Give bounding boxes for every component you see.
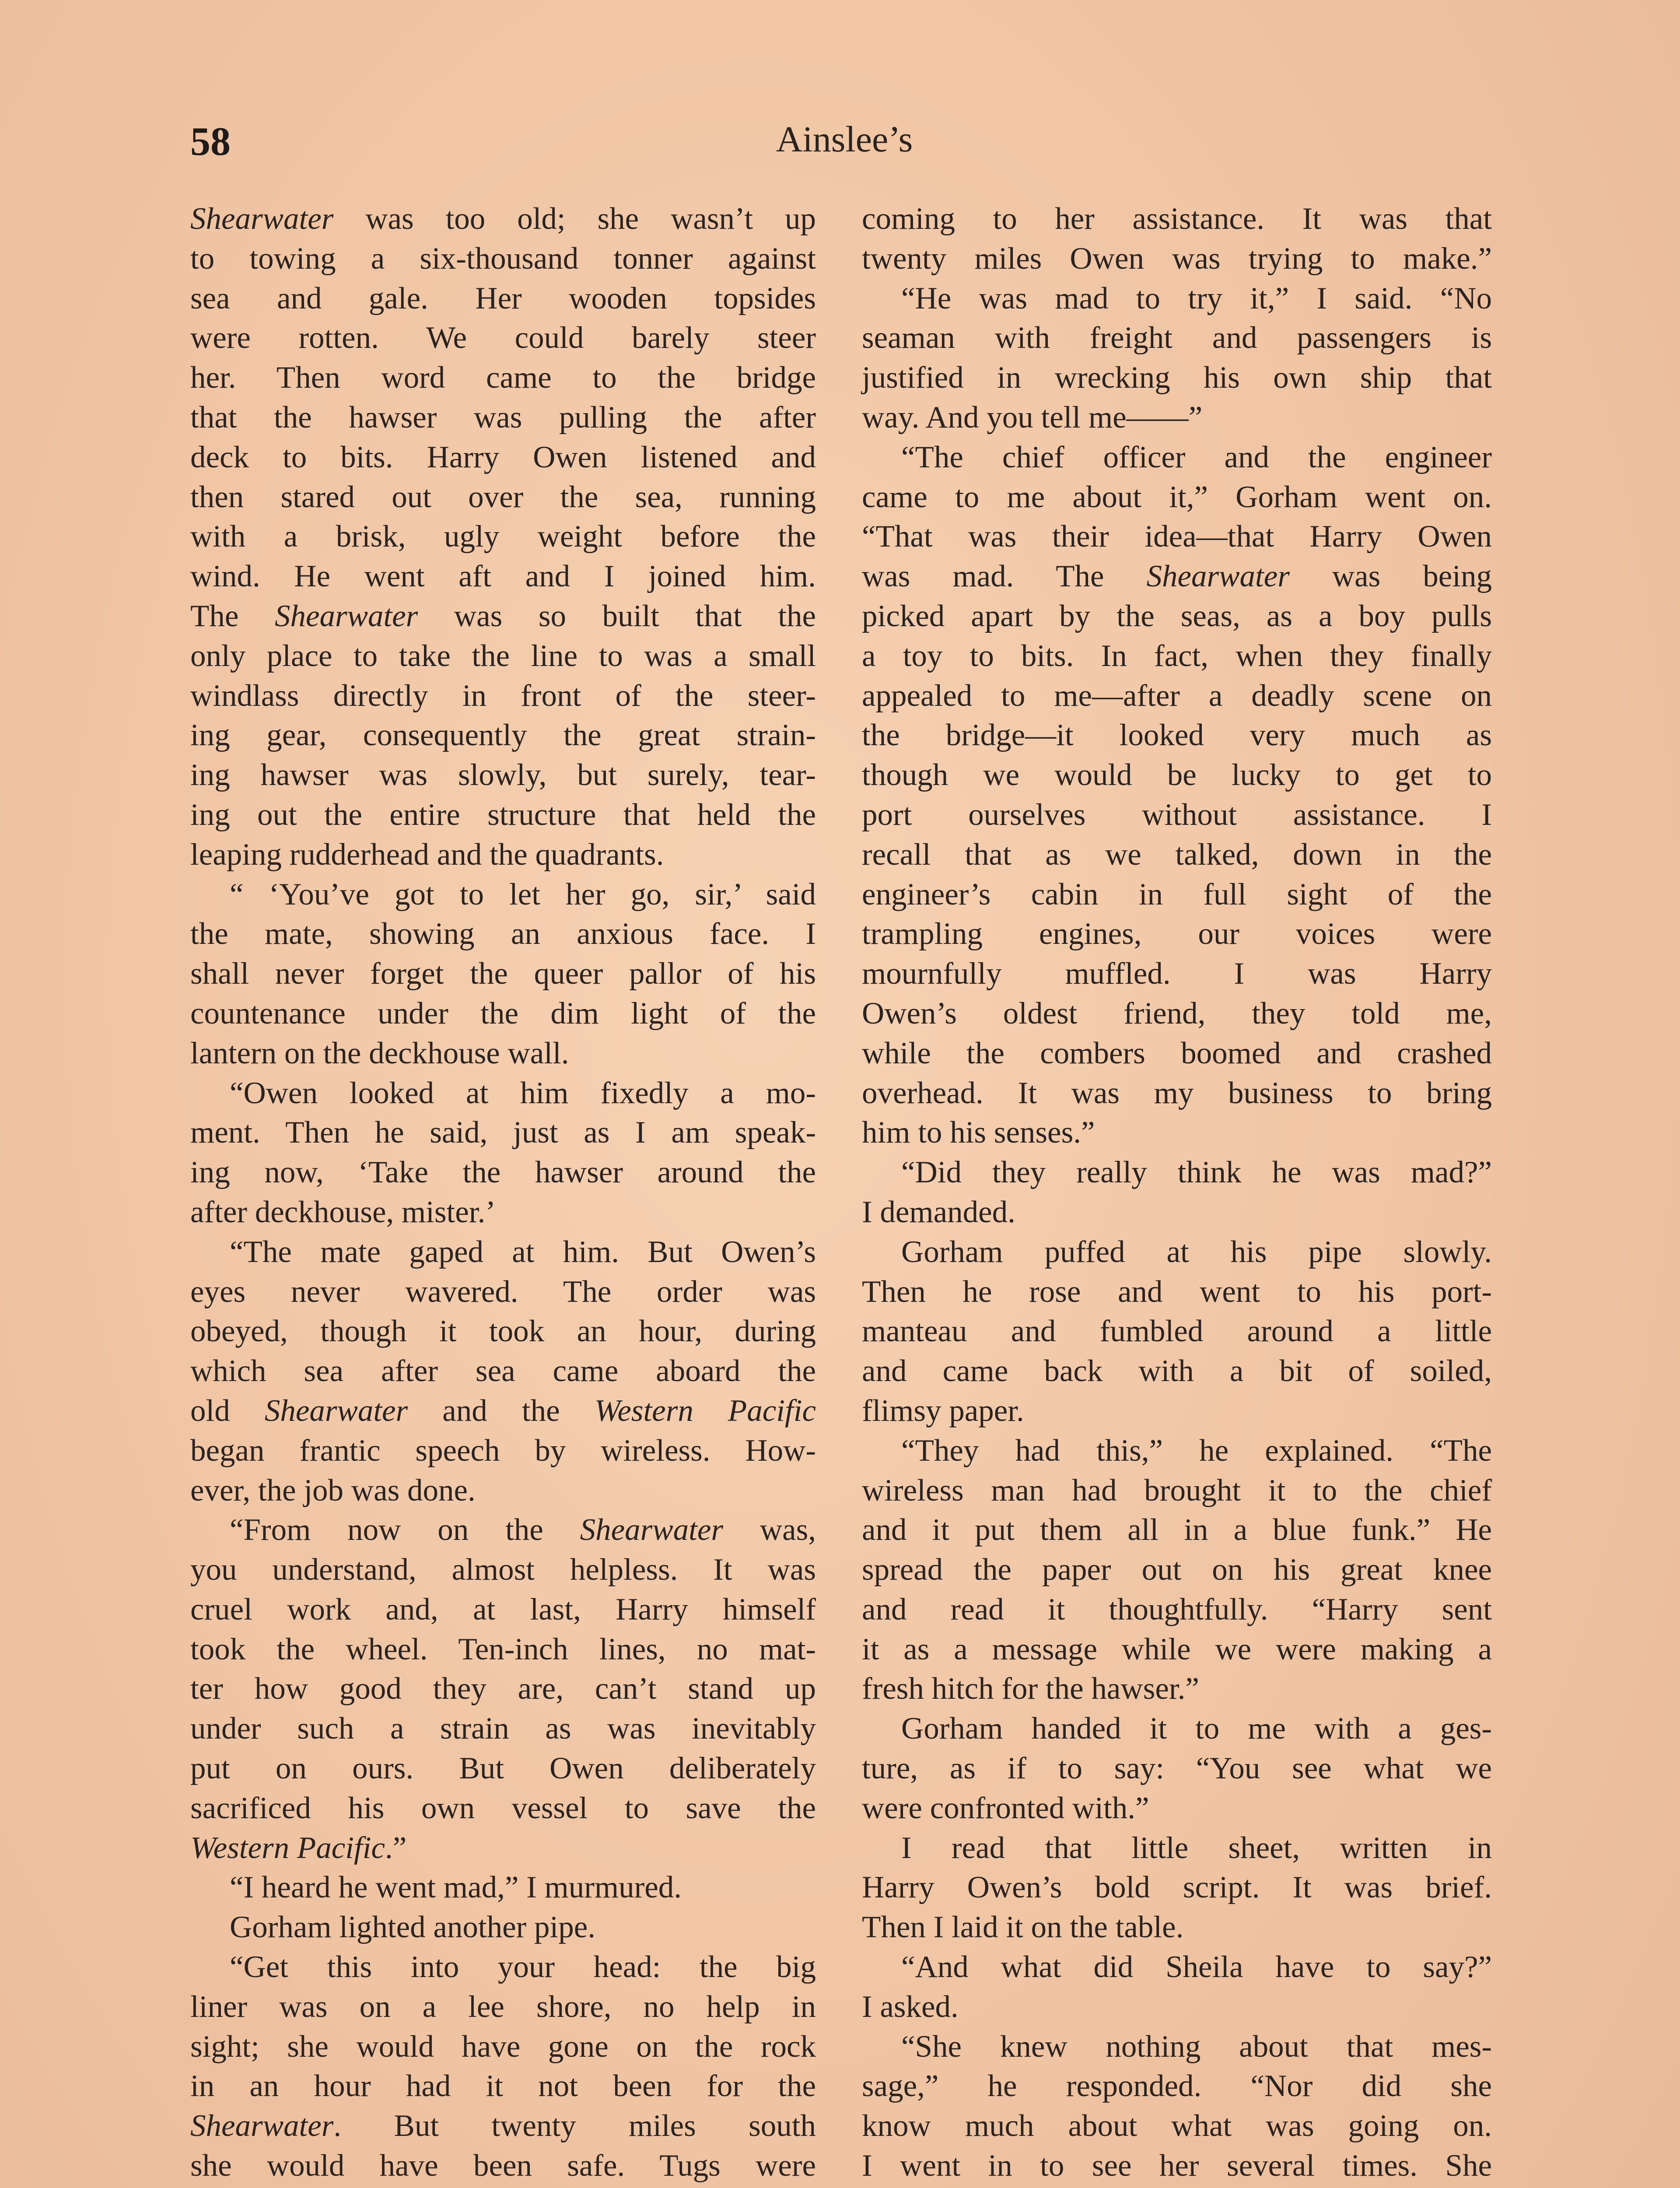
text-segment: a toy to bits. In fact, when they finally (862, 638, 1492, 673)
italic-text: Shearwater (264, 1393, 408, 1428)
text-segment: was, (723, 1513, 816, 1547)
text-segment: flimsy paper. (862, 1393, 1024, 1428)
text-line (862, 517, 1492, 557)
text-segment: put on ours. But Owen deliberately (190, 1751, 816, 1786)
text-segment: ing gear, consequently the great strain- (190, 718, 816, 753)
text-line (190, 1034, 816, 1073)
text-segment: “Get this into your head: the big (230, 1950, 816, 1985)
text-segment: only place to take the line to was a small (190, 638, 816, 673)
text-line (862, 1788, 1492, 1828)
text-line (190, 835, 816, 875)
text-segment: ing hawser was slowly, but surely, tear- (190, 758, 816, 792)
text-segment: sight; she would have gone on the rock (190, 2029, 816, 2064)
text-line (190, 1272, 816, 1312)
text-line (862, 199, 1492, 239)
text-line (190, 1590, 816, 1630)
text-segment: under such a strain as was inevitably (190, 1711, 816, 1746)
text-segment: trampling engines, our voices were (862, 917, 1492, 951)
text-line (190, 596, 816, 636)
text-line (862, 994, 1492, 1034)
text-segment: Then he rose and went to his port- (862, 1274, 1492, 1309)
text-line (862, 1987, 1492, 2027)
text-segment: came to me about it,” Gorham went on. (862, 480, 1492, 514)
text-segment: twenty miles Owen was trying to make.” (862, 241, 1492, 276)
text-line (190, 557, 816, 596)
text-segment: ever, the job was done. (190, 1473, 476, 1508)
text-segment: you understand, almost helpless. It was (190, 1553, 816, 1587)
text-segment: I asked. (862, 1989, 959, 2024)
text-segment: coming to her assistance. It was that (862, 202, 1492, 236)
text-line (862, 1868, 1492, 1907)
text-segment: was too old; she wasn’t up (333, 202, 816, 236)
text-line (190, 1192, 816, 1232)
italic-text: Western Pacific (594, 1393, 816, 1428)
text-line (190, 1510, 816, 1550)
text-segment: shall never forget the queer pallor of his (190, 957, 816, 991)
text-segment: windlass directly in front of the steer- (190, 678, 816, 713)
text-line (190, 438, 816, 477)
text-line (862, 438, 1492, 477)
text-line (862, 875, 1492, 915)
text-segment: ture, as if to say: “You see what we (862, 1751, 1492, 1786)
text-line (862, 1391, 1492, 1431)
text-line (862, 477, 1492, 517)
text-segment: overhead. It was my business to bring (862, 1076, 1492, 1110)
text-line (190, 1232, 816, 1272)
text-segment: port ourselves without assistance. I (862, 797, 1492, 832)
running-head: Ainslee’s (776, 119, 913, 160)
text-line (190, 279, 816, 319)
text-line (190, 1868, 816, 1907)
text-line (190, 994, 816, 1034)
text-segment: eyes never wavered. The order was (190, 1274, 816, 1309)
text-segment: took the wheel. Ten-inch lines, no mat- (190, 1632, 816, 1666)
text-segment: way. And you tell me——” (862, 400, 1203, 435)
text-line (862, 914, 1492, 954)
text-line (862, 1828, 1492, 1868)
text-line (862, 2106, 1492, 2146)
text-line (190, 954, 816, 994)
text-line (190, 318, 816, 358)
text-line (190, 755, 816, 795)
text-line (862, 2027, 1492, 2067)
text-segment: and the (408, 1393, 595, 1428)
text-segment: ing out the entire structure that held the (190, 797, 816, 832)
text-segment: obeyed, though it took an hour, during (190, 1314, 816, 1349)
text-line (190, 2146, 816, 2186)
text-segment: with a brisk, ugly weight before the (190, 519, 816, 554)
text-line (190, 2106, 816, 2146)
text-line (862, 954, 1492, 994)
text-line (862, 318, 1492, 358)
text-line (190, 1351, 816, 1391)
text-segment: it as a message while we were making a (862, 1632, 1492, 1666)
text-line (862, 279, 1492, 319)
text-line (190, 1311, 816, 1351)
text-segment: she would have been safe. Tugs were (190, 2149, 816, 2183)
text-line (862, 1272, 1492, 1312)
text-line (862, 1311, 1492, 1351)
text-line (862, 1153, 1492, 1192)
text-line (862, 1709, 1492, 1749)
text-segment: were rotten. We could barely steer (190, 321, 816, 355)
text-line (862, 557, 1492, 596)
text-segment: “The mate gaped at him. But Owen’s (230, 1234, 816, 1269)
text-line (862, 2146, 1492, 2186)
text-line (862, 596, 1492, 636)
text-segment: Owen’s oldest friend, they told me, (862, 996, 1492, 1031)
text-segment: “From now on the (230, 1513, 580, 1547)
italic-text: Shearwater (190, 2109, 334, 2143)
text-line (862, 755, 1492, 795)
text-segment: I read that little sheet, written in (901, 1830, 1492, 1865)
text-segment: .” (385, 1830, 407, 1865)
italic-text: Shearwater (274, 599, 418, 633)
text-segment: was mad. The (862, 559, 1147, 594)
text-segment: countenance under the dim light of the (190, 996, 816, 1031)
text-segment: I demanded. (862, 1195, 1015, 1229)
text-segment: the mate, showing an anxious face. I (190, 917, 816, 951)
text-segment: picked apart by the seas, as a boy pulls (862, 599, 1492, 633)
text-segment: ing now, ‘Take the hawser around the (190, 1155, 816, 1190)
text-line (190, 2066, 816, 2106)
text-line (190, 239, 816, 279)
text-segment: “Owen looked at him fixedly a mo- (230, 1076, 816, 1110)
text-segment: Gorham puffed at his pipe slowly. (901, 1234, 1492, 1269)
text-segment: in an hour had it not been for the (190, 2069, 816, 2104)
text-segment: The (190, 599, 275, 633)
text-segment: old (190, 1393, 265, 1428)
text-line (862, 1590, 1492, 1630)
text-line (190, 517, 816, 557)
text-segment: sacrificed his own vessel to save the (190, 1791, 816, 1825)
text-segment: lantern on the deckhouse wall. (190, 1036, 569, 1070)
text-segment: recall that as we talked, down in the (862, 837, 1492, 872)
text-segment: manteau and fumbled around a little (862, 1314, 1492, 1349)
text-line (862, 1232, 1492, 1272)
text-line (862, 1471, 1492, 1511)
text-line (190, 1987, 816, 2027)
italic-text: Shearwater (190, 202, 334, 236)
text-line (190, 1828, 816, 1868)
text-segment: began frantic speech by wireless. How- (190, 1433, 816, 1468)
text-line (190, 1153, 816, 1192)
text-segment: which sea after sea came aboard the (190, 1354, 816, 1389)
text-line (190, 1391, 816, 1431)
text-segment: “ ‘You’ve got to let her go, sir,’ said (230, 877, 816, 912)
italic-text: Shearwater (1146, 559, 1290, 594)
text-segment: liner was on a lee shore, no help in (190, 1989, 816, 2024)
text-line (862, 1669, 1492, 1709)
text-line (862, 1113, 1492, 1153)
text-line (190, 2027, 816, 2067)
text-segment: seaman with freight and passengers is (862, 321, 1492, 355)
text-line (862, 1510, 1492, 1550)
text-line (190, 795, 816, 835)
text-line (190, 1630, 816, 1669)
text-line (190, 1431, 816, 1471)
text-line (190, 1709, 816, 1749)
text-segment: “He was mad to try it,” I said. “No (901, 281, 1492, 316)
text-line (862, 1034, 1492, 1073)
text-segment: sea and gale. Her wooden topsides (190, 281, 816, 316)
text-line (190, 636, 816, 676)
text-line (862, 795, 1492, 835)
text-line (190, 199, 816, 239)
text-segment: . But twenty miles south (333, 2109, 816, 2143)
text-line (190, 477, 816, 517)
text-segment: after deckhouse, mister.’ (190, 1195, 496, 1229)
italic-text: Western Pacific (190, 1830, 385, 1865)
text-line (190, 1788, 816, 1828)
text-segment: Gorham handed it to me with a ges- (901, 1711, 1492, 1746)
text-segment: ter how good they are, can’t stand up (190, 1672, 816, 1706)
text-line (190, 1749, 816, 1788)
text-line (190, 1073, 816, 1113)
text-segment: was so built that the (418, 599, 816, 633)
text-segment: fresh hitch for the hawser.” (862, 1672, 1199, 1706)
text-segment: “I heard he went mad,” I murmured. (230, 1870, 682, 1905)
text-segment: spread the paper out on his great knee (862, 1553, 1492, 1587)
text-segment: I went in to see her several times. She (862, 2149, 1492, 2183)
text-segment: and it put them all in a blue funk.” He (862, 1513, 1492, 1547)
text-line (190, 676, 816, 716)
text-segment: while the combers boomed and crashed (862, 1036, 1492, 1070)
text-segment: to towing a six-thousand tonner against (190, 241, 816, 276)
text-segment: “Did they really think he was mad?” (901, 1155, 1492, 1190)
text-segment: though we would be lucky to get to (862, 758, 1492, 792)
text-segment: then stared out over the sea, running (190, 480, 816, 514)
text-line (862, 1351, 1492, 1391)
italic-text: Shearwater (580, 1513, 724, 1547)
text-segment: ment. Then he said, just as I am speak- (190, 1115, 816, 1150)
text-line (190, 1947, 816, 1987)
text-segment: cruel work and, at last, Harry himself (190, 1592, 816, 1627)
text-line (862, 1907, 1492, 1947)
text-line (862, 1550, 1492, 1590)
text-line (190, 1669, 816, 1709)
text-line (862, 835, 1492, 875)
text-line (190, 398, 816, 438)
text-line (190, 1550, 816, 1590)
text-line (862, 1431, 1492, 1471)
text-segment: was being (1289, 559, 1492, 594)
text-segment: were confronted with.” (862, 1791, 1149, 1825)
text-segment: wind. He went aft and I joined him. (190, 559, 816, 594)
text-line (862, 636, 1492, 676)
left-column (190, 199, 816, 2186)
text-line (190, 1113, 816, 1153)
text-line (190, 914, 816, 954)
text-segment: her. Then word came to the bridge (190, 361, 816, 395)
text-segment: “She knew nothing about that mes- (901, 2029, 1492, 2064)
text-line (862, 2066, 1492, 2106)
text-line (190, 1471, 816, 1511)
text-line (190, 875, 816, 915)
text-segment: Gorham lighted another pipe. (230, 1910, 595, 1945)
text-segment: Then I laid it on the table. (862, 1910, 1184, 1945)
text-segment: justified in wrecking his own ship that (862, 361, 1492, 395)
text-line (862, 1192, 1492, 1232)
text-segment: “And what did Sheila have to say?” (901, 1950, 1492, 1985)
text-segment: appealed to me—after a deadly scene on (862, 678, 1492, 713)
text-line (190, 358, 816, 398)
text-segment: leaping rudderhead and the quadrants. (190, 837, 664, 872)
text-line (190, 715, 816, 755)
text-line (862, 1749, 1492, 1788)
text-segment: engineer’s cabin in full sight of the (862, 877, 1492, 912)
text-line (862, 398, 1492, 438)
text-segment: “They had this,” he explained. “The (901, 1433, 1492, 1468)
text-segment: sage,” he responded. “Nor did she (862, 2069, 1492, 2104)
text-line (190, 1907, 816, 1947)
text-segment: Harry Owen’s bold script. It was brief. (862, 1870, 1492, 1905)
text-segment: the bridge—it looked very much as (862, 718, 1492, 753)
text-line (862, 1947, 1492, 1987)
text-segment: that the hawser was pulling the after (190, 400, 816, 435)
text-segment: “That was their idea—that Harry Owen (862, 519, 1492, 554)
text-segment: mournfully muffled. I was Harry (862, 957, 1492, 991)
text-segment: and read it thoughtfully. “Harry sent (862, 1592, 1492, 1627)
text-segment: deck to bits. Harry Owen listened and (190, 440, 816, 474)
text-line (862, 1630, 1492, 1669)
text-segment: know much about what was going on. (862, 2109, 1492, 2143)
text-segment: wireless man had brought it to the chief (862, 1473, 1492, 1508)
text-segment: him to his senses.” (862, 1115, 1095, 1150)
text-segment: and came back with a bit of soiled, (862, 1354, 1492, 1389)
text-line (862, 239, 1492, 279)
page-number: 58 (190, 119, 231, 164)
right-column (862, 199, 1492, 2186)
text-line (862, 358, 1492, 398)
text-segment: “The chief officer and the engineer (901, 440, 1492, 474)
text-line (862, 676, 1492, 716)
text-line (862, 1073, 1492, 1113)
text-line (862, 715, 1492, 755)
